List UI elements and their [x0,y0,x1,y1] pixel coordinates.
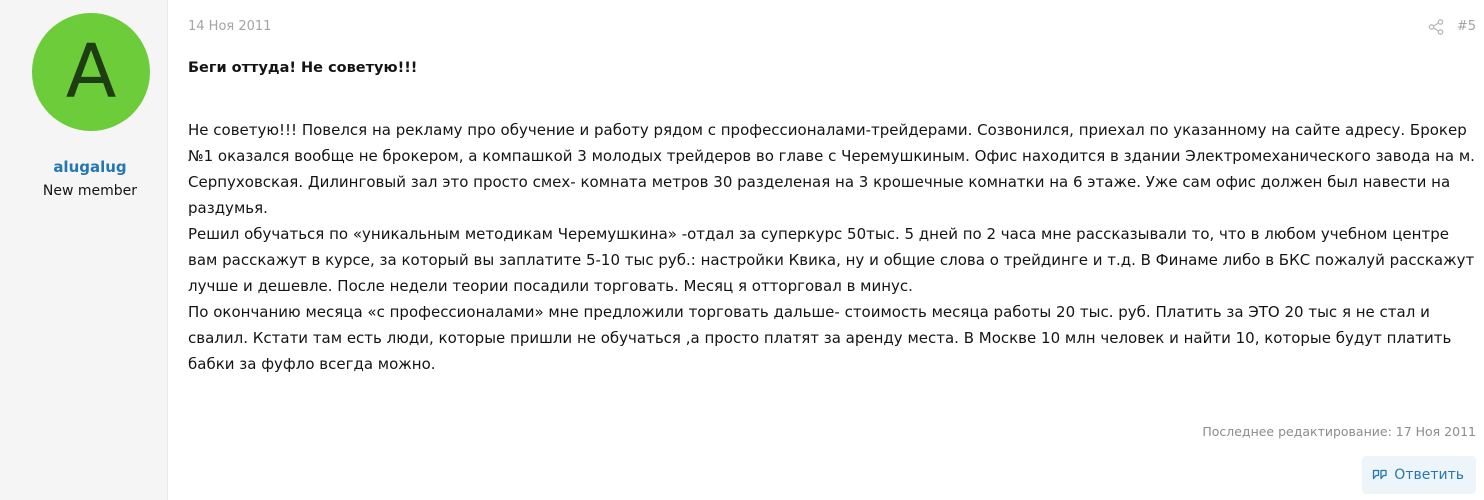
user-title: New member [42,183,138,199]
post-paragraph: По окончанию месяца «с профессионалами» мне предложили торговать дальше- стоимость месяца работы 20 тыс. руб. Платить за ЭТО 20 тыс я не стал и свалил. Кстати там есть люди, которые пришли не обучаться ,а просто платят за аренду места. В Москве 10 млн человек и найти 10, которые будут платить бабки за фуфло всегда можно. [188,303,1452,373]
post-title: Беги оттуда! Не советую!!! [188,60,418,76]
reply-icon [1372,468,1388,482]
user-cell [0,0,168,500]
message-main [188,0,1484,500]
username-link[interactable]: alugalug [53,158,127,176]
share-icon[interactable] [1428,19,1444,35]
post-number-link[interactable]: #5 [1456,19,1476,34]
post-paragraph: Не советую!!! Повелся на рекламу про обучение и работу рядом с профессионалами-трейдерами. Созвонился, приехал по указанному на сайте адресу. Брокер №1 оказался вообще не брокером, а компашкой 3 молодых трейдеров во главе с Черемушкиным. Офис находится в здании Электромеханического завода на м. Серпуховская. Дилинговый зал это просто смех- комната метров 30 разделеная на 3 крошечные комнатки на 6 этаже. Уже сам офис должен был навести на раздумья. [188,121,1475,217]
reply-button-label: Ответить [1394,467,1464,483]
avatar-letter: A [65,29,117,115]
post-body [188,117,1478,377]
avatar[interactable] [32,13,150,131]
last-edited-note: Последнее редактирование: 17 Ноя 2011 [1202,424,1476,439]
post-paragraph: Решил обучаться по «уникальным методикам Черемушкина» -отдал за суперкурс 50тыс. 5 дней по 2 часа мне рассказывали то, что в любом учебном центре вам расскажут в курсе, за который вы заплатите 5-10 тыс руб.: настройки Квика, ну и общие слова о трейдинге и т.д. В Финаме либо в БКС пожалуй расскажут лучше и дешевле. После недели теории посадили торговать. Месяц я отторговал в минус. [188,225,1475,295]
post-date[interactable]: 14 Ноя 2011 [188,19,272,34]
reply-button[interactable] [1362,456,1476,494]
